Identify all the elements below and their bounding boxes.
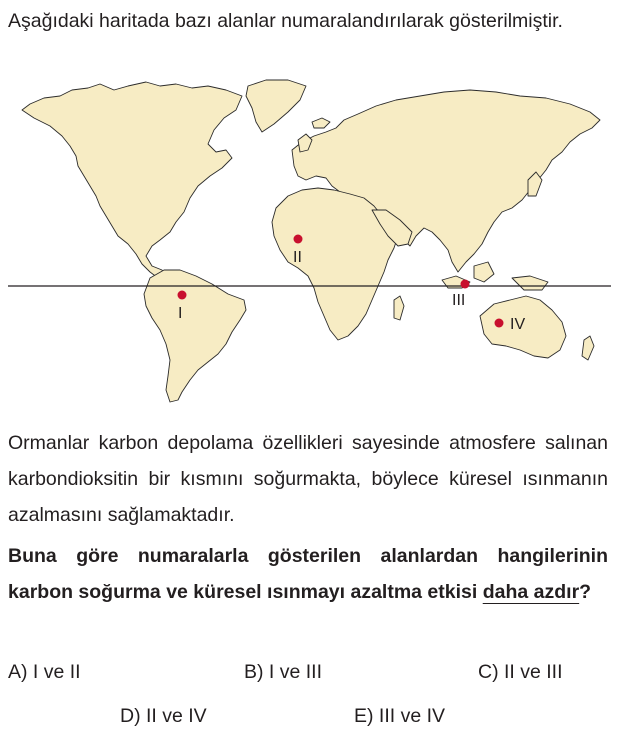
marker-iv-dot [495, 319, 504, 328]
madagascar [394, 296, 404, 320]
marker-iii-dot [461, 280, 470, 289]
marker-iii-label: III [452, 292, 466, 309]
question-end-mark: ? [579, 581, 592, 603]
marker-ii-dot [294, 235, 303, 244]
greenland [246, 80, 306, 132]
passage-text: Ormanlar karbon depolama özellikleri sayesinde atmosfere salınan karbondioksitin bir kısmını soğurmakta, böylece küresel ısınmanın azalmasını sağlamaktadır. [8, 432, 608, 526]
option-b[interactable]: B) I ve III [244, 661, 323, 683]
world-map [0, 68, 617, 408]
intro-text: Aşağıdaki haritada bazı alanlar numaralandırılarak gösterilmiştir. [8, 10, 563, 32]
iceland [312, 118, 330, 128]
borneo [474, 262, 494, 282]
marker-ii-label: II [293, 249, 302, 266]
marker-i-label: I [178, 305, 183, 322]
option-d[interactable]: D) II ve IV [120, 705, 207, 727]
option-a[interactable]: A) I ve II [8, 661, 81, 683]
question-prompt-main: Buna göre numaralarla gösterilen alanlardan hangilerinin karbon soğurma ve küresel ısınmayı azaltma etkisi [8, 545, 608, 603]
south-america [144, 270, 246, 402]
option-e[interactable]: E) III ve IV [354, 705, 446, 727]
question-prompt [8, 538, 608, 610]
question-emphasis: daha azdır [482, 581, 580, 603]
option-c[interactable]: C) II ve III [478, 661, 563, 683]
new-zealand [582, 336, 594, 360]
new-guinea [512, 276, 548, 290]
marker-i-dot [178, 291, 187, 300]
marker-iv-label: IV [510, 316, 526, 333]
north-america [22, 82, 242, 278]
